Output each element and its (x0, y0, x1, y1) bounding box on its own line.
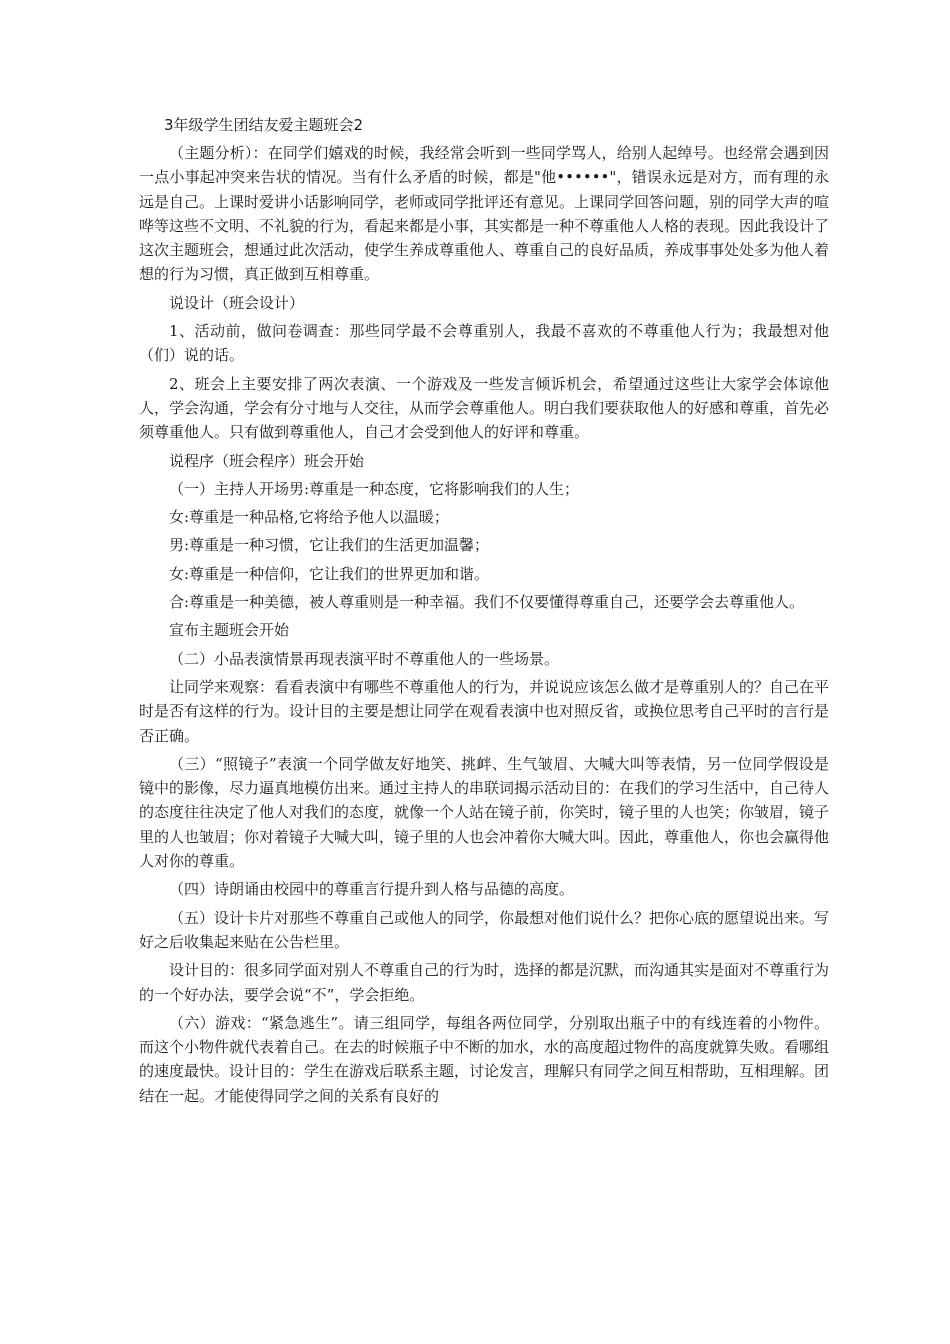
paragraph-game: （六）游戏：“紧急逃生”。请三组同学，每组各两位同学，分别取出瓶子中的有线连着的小物件。而这个小物件就代表着自己。在去的时候瓶子中不断的加水，水的高度超过物件的高度就算失败。看哪组的速度最快。设计目的：学生在游戏后联系主题，讨论发言，理解只有同学之间互相帮助，互相理解。团结在一起。才能使得同学之间的关系有良好的 (139, 1013, 830, 1105)
paragraph-female-2: 女:尊重是一种信仰，它让我们的世界更加和谐。 (169, 564, 490, 583)
paragraph-mirror: （三）“照镜子”表演一个同学做友好地笑、挑衅、生气皱眉、大喊大叫等表情，另一位同学假设是镜中的影像，尽力逼真地模仿出来。通过主持人的串联词揭示活动目的：在我们的学习生活中，自己待人的态度往往决定了他人对我们的态度，就像一个人站在镜子前，你笑时，镜子里的人也笑；你皱眉，镜子里的人也皱眉；你对着镜子大喊大叫，镜子里的人也会冲着你大喊大叫。因此，尊重他人，你也会赢得他人对你的尊重。 (139, 754, 830, 871)
paragraph-together: 合:尊重是一种美德，被人尊重则是一种幸福。我们不仅要懂得尊重自己，还要学会去尊重他人。 (169, 593, 805, 612)
paragraph-cards-purpose: 设计目的：很多同学面对别人不尊重自己的行为时，选择的都是沉默，而沟通其实是面对不尊重行为的一个好办法，要学会说“不”，学会拒绝。 (139, 961, 830, 1004)
paragraph-host-opening: （一）主持人开场男:尊重是一种态度，它将影响我们的人生； (169, 479, 580, 498)
paragraph-female-1: 女:尊重是一种品格,它将给予他人以温暖； (169, 508, 449, 527)
paragraph-observe: 让同学来观察：看看表演中有哪些不尊重他人的行为，并说说应该怎么做才是尊重别人的？自己在平时是否有这样的行为。设计目的主要是想让同学在观看表演中也对照反省，或换位思考自己平时的言行是否正确。 (139, 677, 830, 745)
paragraph-theme-analysis: （主题分析）：在同学们嬉戏的时候，我经常会听到一些同学骂人，给别人起绰号。也经常会遇到因一点小事起冲突来告状的情况。当有什么矛盾的时候，都是"他••••••"，错误永远是对方，而有理的永远是自己。上课时爱讲小话影响同学，老师或同学批评还有意见。上课同学回答问题，别的同学大声的喧哗等这些不文明、不礼貌的行为，看起来都是小事，其实都是一种不尊重他人人格的表现。因此我设计了这次主题班会，想通过此次活动，使学生养成尊重他人、尊重自己的良好品质，养成事事处处多为他人着想的行为习惯，真正做到互相尊重。 (139, 144, 830, 284)
paragraph-program-heading: 说程序（班会程序）班会开始 (169, 451, 365, 470)
paragraph-skit: （二）小品表演情景再现表演平时不尊重他人的一些场景。 (169, 649, 560, 668)
paragraph-design-2: 2、班会上主要安排了两次表演、一个游戏及一些发言倾诉机会，希望通过这些让大家学会体谅他人，学会沟通，学会有分寸地与人交往，从而学会尊重他人。明白我们要获取他人的好感和尊重，首先必须尊重他人。只有做到尊重他人，自己才会受到他人的好评和尊重。 (139, 374, 830, 442)
paragraph-design-heading: 说设计（班会设计） (169, 293, 305, 312)
paragraph-male-2: 男:尊重是一种习惯，它让我们的生活更加温馨； (169, 536, 490, 555)
paragraph-poem: （四）诗朗诵由校园中的尊重言行提升到人格与品德的高度。 (169, 880, 575, 899)
paragraph-design-1: 1、活动前，做问卷调查：那些同学最不会尊重别人，我最不喜欢的不尊重他人行为；我最想对他（们）说的话。 (139, 322, 829, 365)
paragraph-announce: 宣布主题班会开始 (169, 621, 290, 640)
document-title: 3年级学生团结友爱主题班会2 (164, 116, 364, 134)
document-body (139, 141, 829, 1112)
paragraph-cards: （五）设计卡片对那些不尊重自己或他人的同学，你最想对他们说什么？把你心底的愿望说出来。写好之后收集起来贴在公告栏里。 (139, 908, 830, 951)
